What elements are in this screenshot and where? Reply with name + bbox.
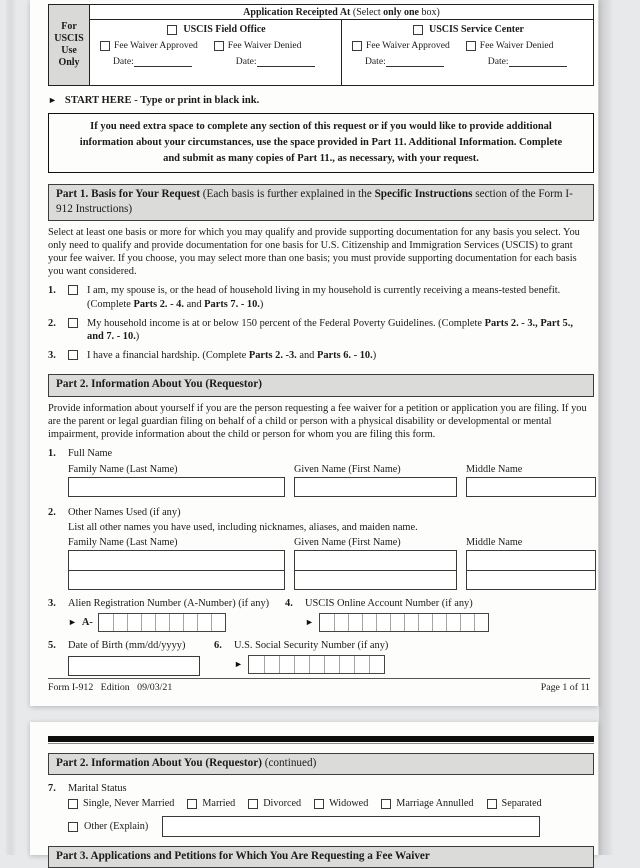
name-field <box>294 537 457 590</box>
part2-header: Part 2. Information About You (Requestor) <box>48 374 594 396</box>
page1-footer <box>48 678 590 693</box>
sc-approved-date-label: Date: <box>365 56 386 67</box>
field-office-checkbox[interactable] <box>167 25 177 35</box>
name-field <box>466 537 596 590</box>
fo-fee-waiver-denied-checkbox[interactable] <box>214 41 224 51</box>
arrow-right-icon: ► <box>234 659 243 670</box>
marital-option-label: Single, Never Married <box>83 798 175 810</box>
sc-approved-date-field[interactable] <box>386 57 444 67</box>
photo-edge-shade-left <box>6 0 16 855</box>
receipt-column-field-office <box>90 20 342 85</box>
start-here-text: START HERE - Type or print in black ink. <box>64 95 260 106</box>
a-number-field <box>48 597 285 632</box>
sc-fee-waiver-approved-label: Fee Waiver Approved <box>366 40 450 51</box>
sc-fee-waiver-denied-checkbox[interactable] <box>466 41 476 51</box>
other-names-item <box>48 506 594 519</box>
page-top-rule <box>48 736 594 742</box>
other-names-fields <box>68 537 594 590</box>
uscis-account-input[interactable] <box>319 613 489 632</box>
item-number: 3. <box>48 350 56 362</box>
service-center-label: USCIS Service Center <box>429 24 524 35</box>
item-number: 7. <box>48 783 56 795</box>
item-number: 6. <box>214 640 222 652</box>
a-number-input[interactable] <box>98 613 226 632</box>
marital-option-checkbox[interactable] <box>314 799 324 809</box>
fo-fee-waiver-approved-label: Fee Waiver Approved <box>114 40 198 51</box>
arrow-right-icon: ► <box>48 95 57 105</box>
item-number: 3. <box>48 598 56 609</box>
name-input[interactable] <box>68 550 285 590</box>
basis-item-2 <box>48 317 594 343</box>
marital-other-input[interactable] <box>162 816 540 837</box>
name-input[interactable] <box>466 477 596 497</box>
item-number: 1. <box>48 447 56 459</box>
service-center-checkbox[interactable] <box>413 25 423 35</box>
arrow-right-icon: ► <box>68 617 77 628</box>
full-name-fields <box>68 464 594 497</box>
start-here-line <box>48 95 594 106</box>
basis-item-3 <box>48 349 594 362</box>
basis-3-text: I have a financial hardship. (Complete Parts 2. -3. and Parts 6. - 10.) <box>87 350 377 362</box>
other-names-label: Other Names Used (if any) <box>68 506 181 518</box>
fo-fee-waiver-approved-checkbox[interactable] <box>100 41 110 51</box>
item-number: 5. <box>48 640 56 652</box>
basis-3-checkbox[interactable] <box>68 350 78 360</box>
ssn-label: U.S. Social Security Number (if any) <box>234 640 389 652</box>
marital-option <box>248 798 301 809</box>
a-number-prefix: A- <box>81 617 93 629</box>
basis-1-text: I am, my spouse is, or the head of household living in my household is currently receiving a means-tested benefit. (Complete Parts 2. - 4. and Parts 7. - 10.) <box>87 285 561 310</box>
basis-item-1 <box>48 284 594 310</box>
dob-ssn-row <box>48 639 594 676</box>
page-top-rule-shadow <box>48 743 594 744</box>
marital-option <box>187 798 235 809</box>
marital-option-checkbox[interactable] <box>68 799 78 809</box>
marital-option-checkbox[interactable] <box>248 799 258 809</box>
anumber-account-row <box>48 597 594 632</box>
uscis-use-only-box <box>48 4 594 86</box>
ssn-field <box>214 639 594 676</box>
marital-option-label: Marriage Annulled <box>396 798 474 810</box>
full-name-label: Full Name <box>68 447 113 459</box>
name-field-label: Middle Name <box>466 537 523 548</box>
fo-fee-waiver-denied-label: Fee Waiver Denied <box>227 40 302 51</box>
name-field <box>68 464 285 497</box>
name-field-label: Family Name (Last Name) <box>68 463 178 475</box>
marital-option <box>68 798 174 809</box>
marital-option-checkbox[interactable] <box>381 799 391 809</box>
fo-approved-date-field[interactable] <box>134 57 192 67</box>
part1-intro: Select at least one basis or more for which you may qualify and provide supporting documentation for any basis you select. You only need to qualify and provide documentation for one basis for U.S. Citizenship and Immigration Services (USCIS) to grant your fee waiver. If you choose, you may select more than one basis; you must provide supporting documentation for each basis you want considered. <box>48 227 580 278</box>
marital-option <box>314 798 368 809</box>
application-receipted-header: Application Receipted At (Select only one box) <box>90 5 593 20</box>
dob-field <box>48 639 214 676</box>
marital-other-row <box>68 816 594 837</box>
receipt-column-service-center <box>342 20 593 85</box>
fo-approved-date-label: Date: <box>113 56 134 67</box>
marital-option <box>487 798 542 809</box>
name-input[interactable] <box>68 477 285 497</box>
name-input[interactable] <box>294 550 457 590</box>
application-receipted-section <box>90 5 593 85</box>
marital-status-item <box>48 782 594 795</box>
name-input[interactable] <box>294 477 457 497</box>
marital-option <box>381 798 473 809</box>
fo-denied-date-field[interactable] <box>257 57 315 67</box>
marital-option-label: Separated <box>501 798 542 810</box>
name-field <box>466 464 596 497</box>
arrow-right-icon: ► <box>305 617 314 628</box>
item-number: 4. <box>285 598 293 609</box>
marital-other-label: Other (Explain) <box>84 821 149 833</box>
photo-edge-shade-right <box>599 0 614 855</box>
marital-status-options <box>68 798 594 809</box>
uscis-account-field <box>285 597 594 632</box>
uscis-account-label: USCIS Online Account Number (if any) <box>305 598 473 609</box>
marital-option-label: Divorced <box>263 798 302 810</box>
marital-status-label: Marital Status <box>68 783 127 795</box>
name-field-label: Family Name (Last Name) <box>68 537 178 548</box>
sc-denied-date-label: Date: <box>487 56 509 67</box>
name-field-label: Middle Name <box>466 463 523 475</box>
marital-option-checkbox[interactable] <box>187 799 197 809</box>
a-number-label: Alien Registration Number (A-Number) (if any) <box>68 598 270 609</box>
dob-label: Date of Birth (mm/dd/yyyy) <box>68 640 186 652</box>
page-number-label: Page 1 of 11 <box>540 682 590 693</box>
part3-header: Part 3. Applications and Petitions for Which You Are Requesting a Fee Waiver <box>48 846 594 868</box>
form-page-1 <box>30 0 598 706</box>
uscis-use-only-label: For USCIS Use Only <box>49 5 90 85</box>
basis-1-checkbox[interactable] <box>68 285 78 295</box>
item-number: 2. <box>48 506 56 518</box>
sc-fee-waiver-denied-label: Fee Waiver Denied <box>479 40 554 51</box>
name-input[interactable] <box>466 550 596 590</box>
marital-option-label: Married <box>202 798 236 810</box>
basis-2-checkbox[interactable] <box>68 318 78 328</box>
item-number: 2. <box>48 317 56 329</box>
full-name-item <box>48 447 594 460</box>
other-names-instruction: List all other names you have used, including nicknames, aliases, and maiden name. <box>68 522 418 533</box>
part1-header: Part 1. Basis for Your Request (Each basis is further explained in the Specific Instructions section of the Form I-912 Instructions) <box>48 184 594 221</box>
extra-space-notice: If you need extra space to complete any section of this request or if you would like to provide additional information about your circumstances, use the space provided in Part 11. Additional Information. Complete and submit as many copies of Part 11., as necessary, with your request. <box>48 113 594 173</box>
marital-option-label: Widowed <box>329 798 369 810</box>
basis-2-text: My household income is at or below 150 percent of the Federal Poverty Guidelines. (Complete Parts 2. - 3., Part 5., and 7. - 10.) <box>87 317 573 343</box>
form-page-2 <box>30 722 598 863</box>
part2-continued-header: Part 2. Information About You (Requestor) (continued) <box>48 753 594 775</box>
name-field-label: Given Name (First Name) <box>294 463 401 475</box>
sc-denied-date-field[interactable] <box>509 57 567 67</box>
marital-other-checkbox[interactable] <box>68 822 78 832</box>
fo-denied-date-label: Date: <box>235 56 257 67</box>
name-field <box>294 464 457 497</box>
part2-intro: Provide information about yourself if you are the person requesting a fee waiver for a petition or application you are filing. If you are the parent or legal guardian filing on behalf of a child or person with a physical disability or developmental or mental impairment, provide information about the child or person for whom you are filing this form. <box>48 402 587 440</box>
item-number: 1. <box>48 285 56 297</box>
ssn-input[interactable] <box>248 655 385 674</box>
field-office-label: USCIS Field Office <box>183 24 266 35</box>
name-field <box>68 537 285 590</box>
marital-option-checkbox[interactable] <box>487 799 497 809</box>
name-field-label: Given Name (First Name) <box>294 537 401 548</box>
form-edition-label: Form I-912 Edition 09/03/21 <box>48 682 173 693</box>
sc-fee-waiver-approved-checkbox[interactable] <box>352 41 362 51</box>
dob-input[interactable] <box>68 656 200 676</box>
